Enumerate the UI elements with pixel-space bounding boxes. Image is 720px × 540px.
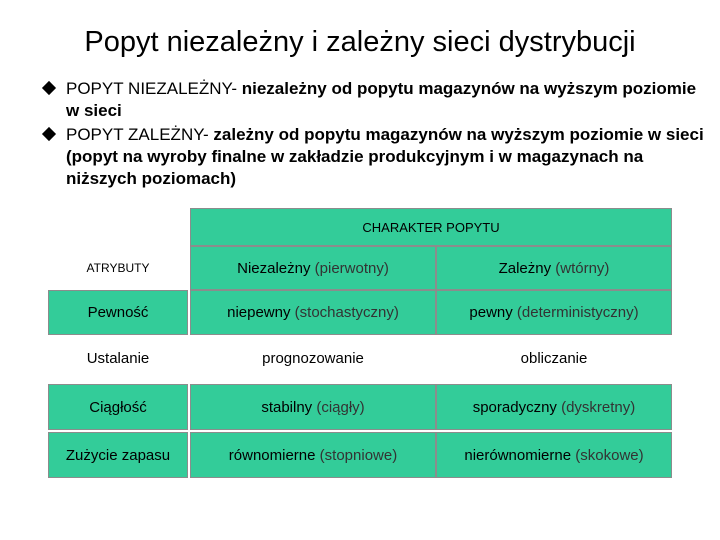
table-cell: [436, 432, 672, 478]
cell-sub-text: (skokowe): [571, 446, 644, 464]
group-header-text: CHARAKTER POPYTU: [362, 219, 500, 235]
diamond-bullet-icon: [42, 127, 56, 141]
bullet-independent-demand: [42, 78, 706, 122]
cell-main-text: stabilny: [261, 398, 313, 416]
bullet-desc: niezależny od popytu magazynów na wyższym poziomie w sieci: [66, 79, 697, 120]
cell-sub-text: (dyskretny): [556, 398, 636, 416]
cell-main-text: nierównomierne: [464, 446, 572, 464]
diamond-bullet-icon: [42, 81, 56, 95]
corner-label-text: ATRYBUTY: [86, 261, 150, 275]
cell-sub-text: (deterministyczny): [512, 304, 639, 321]
row-label-ustalanie: [48, 335, 188, 381]
row-label-text: Ciągłość: [89, 398, 147, 416]
bullet-dependent-demand: [42, 124, 706, 190]
table-cell: [190, 384, 436, 430]
column-main-text: Zależny: [498, 259, 552, 277]
row-label-text: Ustalanie: [86, 349, 150, 367]
cell-main-text: równomierne: [228, 446, 316, 464]
cell-main-text: pewny: [469, 304, 513, 321]
column-header-independent: [190, 246, 436, 290]
bullet-head: POPYT NIEZALEŻNY-: [66, 79, 237, 98]
cell-main-text: obliczanie: [520, 349, 588, 367]
row-label-ciaglosc: [48, 384, 188, 430]
cell-sub-text: (stopniowe): [315, 446, 398, 464]
cell-sub-text: (stochastyczny): [290, 304, 399, 321]
bullet-head: POPYT ZALEŻNY-: [66, 125, 209, 144]
table-group-header: [190, 208, 672, 246]
bullet-list: [42, 78, 706, 192]
column-header-dependent: [436, 246, 672, 290]
table-corner-label: [48, 248, 188, 288]
row-label-pewnosc: [48, 290, 188, 335]
cell-main-text: sporadyczny: [472, 398, 557, 416]
table-cell: [436, 290, 672, 335]
table-cell: [436, 384, 672, 430]
cell-main-text: prognozowanie: [262, 349, 364, 367]
table-cell: [190, 335, 436, 381]
column-sub-text: (pierwotny): [310, 259, 389, 277]
row-label-zuzycie-zapasu: [48, 432, 188, 478]
cell-main-text: niepewny: [227, 304, 291, 321]
slide-title: Popyt niezależny i zależny sieci dystrybucji: [84, 26, 636, 58]
table-cell: [436, 335, 672, 381]
table-cell: [190, 290, 436, 335]
cell-sub-text: (ciągły): [312, 398, 365, 416]
row-label-text: Zużycie zapasu: [65, 446, 171, 464]
row-label-text: Pewność: [87, 304, 149, 321]
column-sub-text: (wtórny): [551, 259, 610, 277]
column-main-text: Niezależny: [237, 259, 311, 277]
table-cell: [190, 432, 436, 478]
bullet-desc: zależny od popytu magazynów na wyższym poziomie w sieci (popyt na wyroby finalne w zakładzie produkcyjnym i w magazynach na niższych poziomach): [66, 125, 704, 188]
